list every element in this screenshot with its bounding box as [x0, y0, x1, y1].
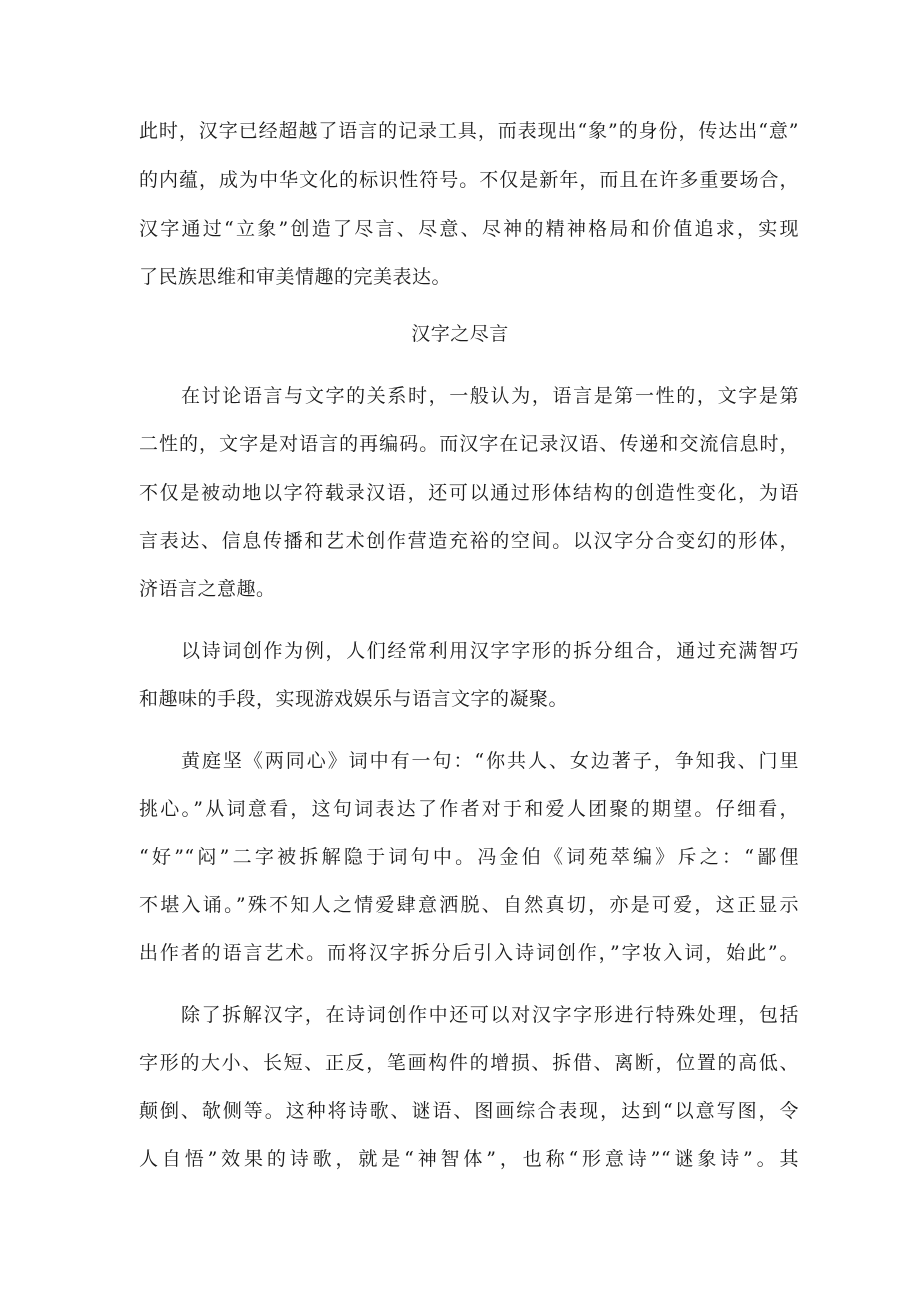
paragraph2-line-1: 以诗词创作为例，人们经常利用汉字字形的拆分组合，通过充满智巧 — [181, 640, 799, 662]
paragraph3-line-4: 不堪入诵。”殊不知人之情爱肆意洒脱、自然真切，亦是可爱，这正显示 — [139, 894, 799, 916]
paragraph3-line-3: “好”“闷”二字被拆解隐于词句中。冯金伯《词苑萃编》斥之：“鄙俚 — [139, 846, 799, 868]
paragraph4-line-2: 字形的大小、长短、正反，笔画构件的增损、拆借、离断，位置的高低、 — [139, 1052, 799, 1074]
section-heading: 汉字之尽言 — [411, 323, 509, 345]
intro-line-4: 了民族思维和审美情趣的完美表达。 — [139, 266, 452, 288]
paragraph3-line-5: 出作者的语言艺术。而将汉字拆分后引入诗词创作，”字妆入词，始此”。 — [139, 942, 799, 964]
paragraph1-line-3: 不仅是被动地以字符载录汉语，还可以通过形体结构的创造性变化，为语 — [139, 482, 799, 504]
paragraph1-line-4: 言表达、信息传播和艺术创作营造充裕的空间。以汉字分合变幻的形体， — [139, 530, 799, 552]
intro-line-3: 汉字通过“立象”创造了尽言、尽意、尽神的精神格局和价值追求，实现 — [139, 218, 799, 240]
paragraph4-line-4: 人自悟”效果的诗歌，就是“神智体”，也称“形意诗”“谜象诗”。其 — [139, 1148, 799, 1170]
paragraph1-line-5: 济语言之意趣。 — [139, 578, 276, 600]
paragraph3-line-1: 黄庭坚《两同心》词中有一句：“你共人、女边著子，争知我、门里 — [181, 750, 799, 772]
paragraph1-line-2: 二性的，文字是对语言的再编码。而汉字在记录汉语、传递和交流信息时， — [139, 433, 799, 455]
paragraph4-line-3: 颠倒、欹侧等。这种将诗歌、谜语、图画综合表现，达到“以意写图，令 — [139, 1100, 799, 1122]
paragraph1-line-1: 在讨论语言与文字的关系时，一般认为，语言是第一性的，文字是第 — [181, 385, 799, 407]
paragraph3-line-2: 挑心。”从词意看，这句词表达了作者对于和爱人团聚的期望。仔细看， — [139, 798, 799, 820]
intro-line-2: 的内蕴，成为中华文化的标识性符号。不仅是新年，而且在许多重要场合， — [139, 169, 799, 191]
intro-line-1: 此时，汉字已经超越了语言的记录工具，而表现出“象”的身份，传达出“意” — [139, 120, 799, 142]
paragraph2-line-2: 和趣味的手段，实现游戏娱乐与语言文字的凝聚。 — [139, 688, 569, 710]
paragraph4-line-1: 除了拆解汉字，在诗词创作中还可以对汉字字形进行特殊处理，包括 — [181, 1004, 799, 1026]
